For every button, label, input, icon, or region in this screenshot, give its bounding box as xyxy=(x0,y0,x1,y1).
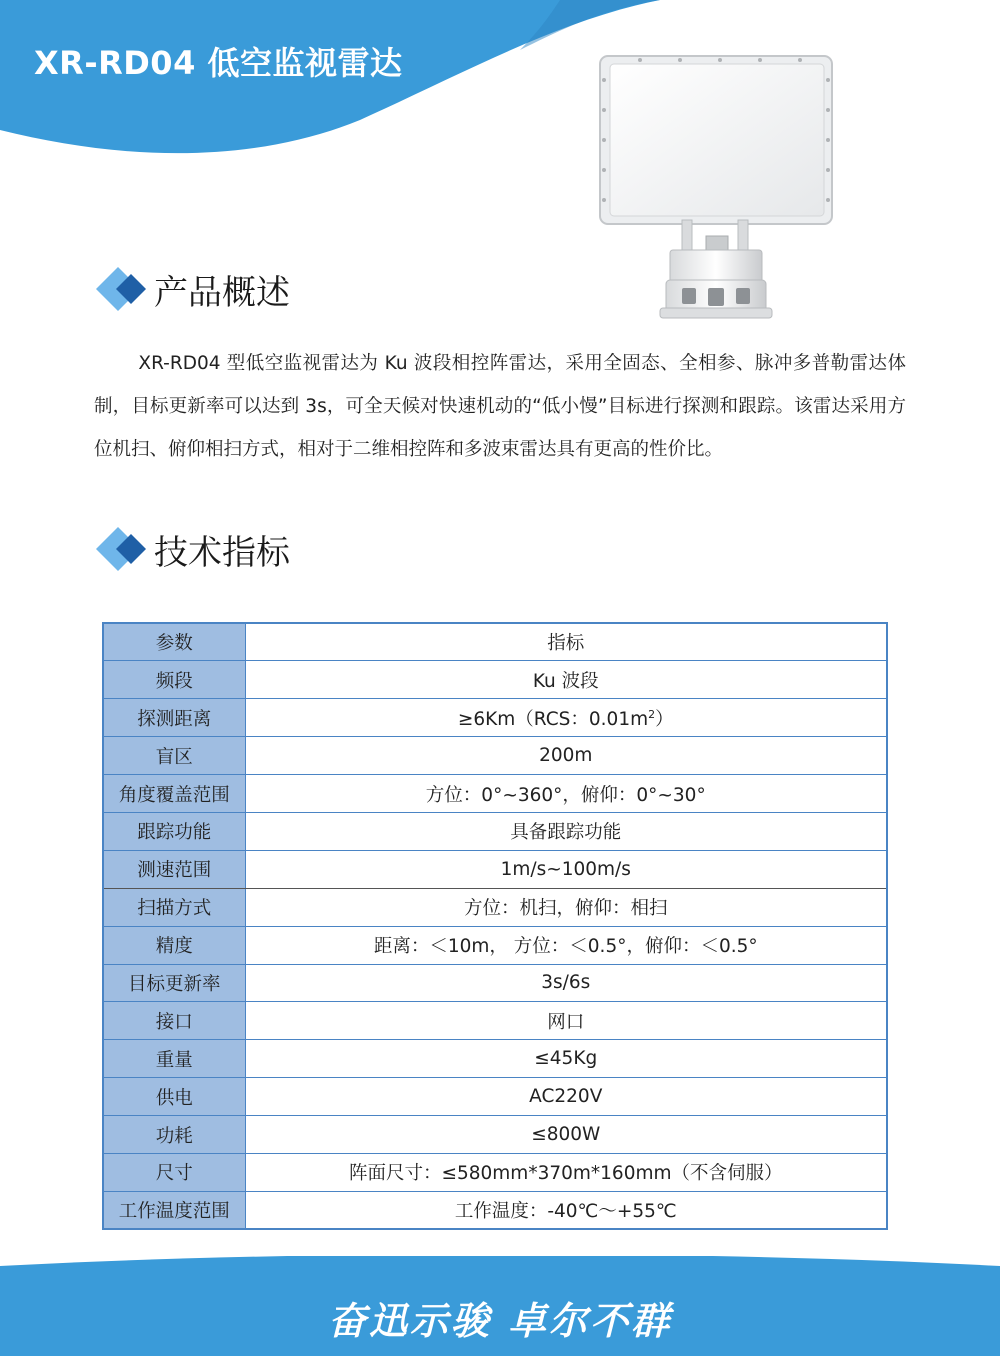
value-cell: 距离：＜10m， 方位：＜0.5°，俯仰：＜0.5° xyxy=(245,926,887,964)
param-cell: 功耗 xyxy=(103,1116,245,1154)
table-row xyxy=(103,1153,887,1191)
value-text-end: ） xyxy=(655,708,674,730)
table-row xyxy=(103,1040,887,1078)
value-cell: 200m xyxy=(245,737,887,775)
table-row xyxy=(103,964,887,1002)
table-header-row xyxy=(103,623,887,661)
table-row xyxy=(103,888,887,926)
section-heading-specs xyxy=(96,524,290,574)
value-cell: 方位：0°~360°，俯仰：0°~30° xyxy=(245,775,887,813)
table-row xyxy=(103,812,887,850)
table-row xyxy=(103,1116,887,1154)
spec-table xyxy=(102,622,888,1230)
table-row xyxy=(103,1078,887,1116)
param-cell: 精度 xyxy=(103,926,245,964)
value-cell: 具备跟踪功能 xyxy=(245,812,887,850)
param-cell: 供电 xyxy=(103,1078,245,1116)
param-cell: 探测距离 xyxy=(103,699,245,737)
section-heading-overview xyxy=(96,264,290,314)
value-cell: ≤800W xyxy=(245,1116,887,1154)
table-row xyxy=(103,737,887,775)
param-cell: 角度覆盖范围 xyxy=(103,775,245,813)
table-row xyxy=(103,1002,887,1040)
overview-paragraph: XR-RD04 型低空监视雷达为 Ku 波段相控阵雷达，采用全固态、全相参、脉冲多普勒雷达体制，目标更新率可以达到 3s，可全天候对快速机动的“低小慢”目标进行探测和跟踪。该雷达采用方位机扫、俯仰相扫方式，相对于二维相控阵和多波束雷达具有更高的性价比。 xyxy=(94,353,906,460)
value-cell: 工作温度：-40℃～+55℃ xyxy=(245,1191,887,1229)
value-cell: Ku 波段 xyxy=(245,661,887,699)
superscript: 2 xyxy=(648,707,656,721)
value-cell: 方位：机扫，俯仰：相扫 xyxy=(245,888,887,926)
footer-slogan: 奋迅示骏 卓尔不群 xyxy=(327,1299,673,1343)
value-cell: 阵面尺寸：≤580mm*370m*160mm（不含伺服） xyxy=(245,1153,887,1191)
param-cell: 扫描方式 xyxy=(103,888,245,926)
header-wave-banner xyxy=(0,0,1000,200)
value-cell: 1m/s~100m/s xyxy=(245,850,887,888)
table-row xyxy=(103,661,887,699)
diamond-bullet-icon xyxy=(96,264,146,314)
param-cell: 盲区 xyxy=(103,737,245,775)
value-cell xyxy=(245,699,887,737)
value-cell: 3s/6s xyxy=(245,964,887,1002)
section-title-overview: 产品概述 xyxy=(154,272,290,313)
param-cell: 目标更新率 xyxy=(103,964,245,1002)
table-row xyxy=(103,926,887,964)
column-header-value: 指标 xyxy=(245,623,887,661)
param-cell: 跟踪功能 xyxy=(103,812,245,850)
param-cell: 频段 xyxy=(103,661,245,699)
value-cell: AC220V xyxy=(245,1078,887,1116)
document-title: XR-RD04 低空监视雷达 xyxy=(34,44,403,82)
param-cell: 重量 xyxy=(103,1040,245,1078)
column-header-param: 参数 xyxy=(103,623,245,661)
value-cell: ≤45Kg xyxy=(245,1040,887,1078)
value-text: ≥6Km（RCS：0.01m xyxy=(457,708,649,730)
value-cell: 网口 xyxy=(245,1002,887,1040)
param-cell: 接口 xyxy=(103,1002,245,1040)
radar-product-image xyxy=(590,50,850,330)
table-row xyxy=(103,775,887,813)
diamond-bullet-icon xyxy=(96,524,146,574)
table-row xyxy=(103,850,887,888)
param-cell: 测速范围 xyxy=(103,850,245,888)
table-row xyxy=(103,699,887,737)
section-title-specs: 技术指标 xyxy=(154,532,290,573)
table-row xyxy=(103,1191,887,1229)
param-cell: 工作温度范围 xyxy=(103,1191,245,1229)
param-cell: 尺寸 xyxy=(103,1153,245,1191)
